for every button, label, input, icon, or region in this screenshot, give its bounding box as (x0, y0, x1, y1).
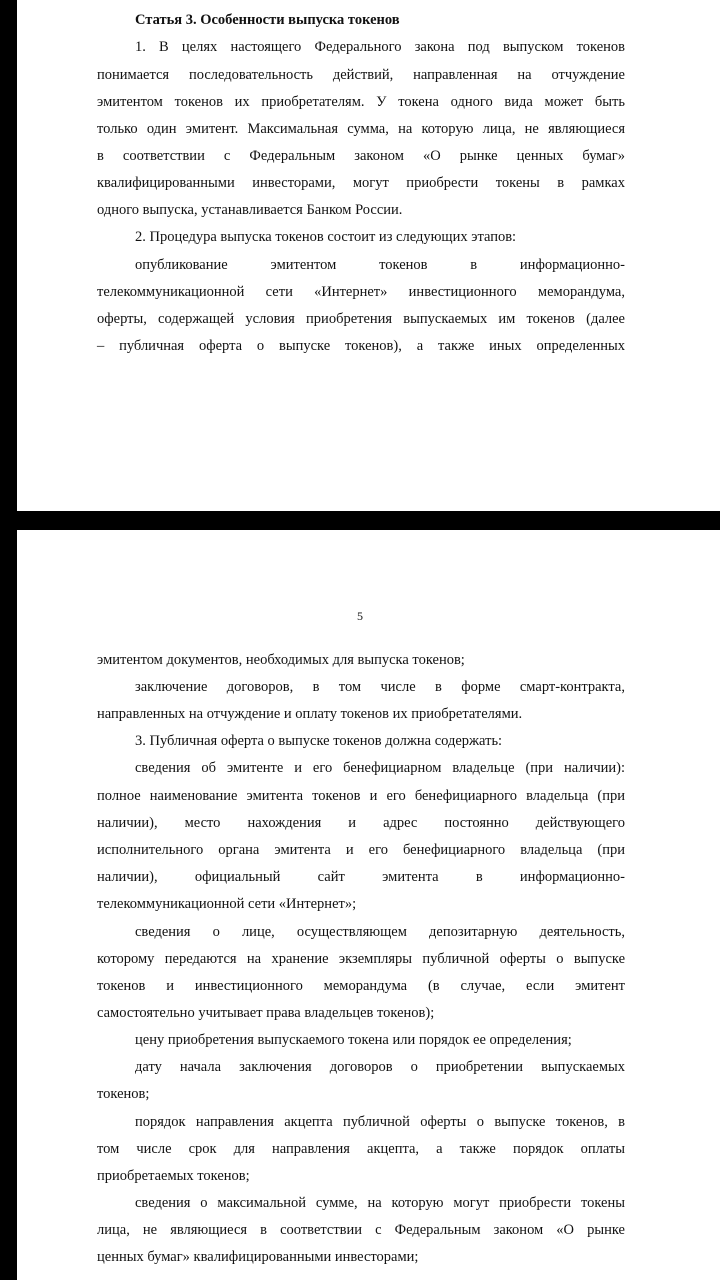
paragraph-line: 2. Процедура выпуска токенов состоит из следующих этапов: (135, 229, 517, 245)
paragraph-line: только один эмитент. Максимальная сумма, на которую лица, не являющиеся (97, 121, 625, 137)
paragraph-line: том числе срок для направления акцепта, а также порядок оплаты (97, 1141, 625, 1157)
paragraph-line: квалифицированными инвесторами, могут приобрести токены в рамках (97, 175, 625, 191)
paragraph-line: оферты, содержащей условия приобретения выпускаемых им токенов (далее (97, 311, 625, 327)
paragraph-line: сведения о лице, осуществляющем депозитарную деятельность, (135, 924, 625, 940)
paragraph-line: дату начала заключения договоров о приобретении выпускаемых (135, 1059, 625, 1075)
paragraph-line: наличии), официальный сайт эмитента в информационно- (97, 869, 625, 885)
paragraph-line: 3. Публичная оферта о выпуске токенов должна содержать: (135, 733, 503, 749)
paragraph-line: опубликование эмитентом токенов в информационно- (135, 257, 625, 273)
paragraph-line: направленных на отчуждение и оплату токенов их приобретателями. (97, 706, 523, 722)
paragraph-line: эмитентом токенов их приобретателям. У токена одного вида может быть (97, 94, 625, 110)
paragraph-line: наличии), место нахождения и адрес постоянно действующего (97, 815, 625, 831)
paragraph-line: полное наименование эмитента токенов и его бенефициарного владельца (при (97, 788, 625, 804)
paragraph-line: эмитентом документов, необходимых для выпуска токенов; (97, 652, 465, 668)
paragraph-line: сведения об эмитенте и его бенефициарном владельце (при наличии): (135, 760, 625, 776)
paragraph-line: понимается последовательность действий, направленная на отчуждение (97, 67, 625, 83)
paragraph-line: цену приобретения выпускаемого токена или порядок ее определения; (135, 1032, 572, 1048)
paragraph-line: в соответствии с Федеральным законом «О рынке ценных бумаг» (97, 148, 625, 164)
paragraph-line: токенов; (97, 1086, 150, 1102)
document-page-bottom (17, 530, 720, 1280)
paragraph-line: порядок направления акцепта публичной оферты о выпуске токенов, в (135, 1114, 625, 1130)
paragraph-line: сведения о максимальной сумме, на которую могут приобрести токены (135, 1195, 625, 1211)
paragraph-line: лица, не являющиеся в соответствии с Федеральным законом «О рынке (97, 1222, 625, 1238)
paragraph-line: заключение договоров, в том числе в форме смарт-контракта, (135, 679, 625, 695)
paragraph-line: ценных бумаг» квалифицированными инвесторами; (97, 1249, 419, 1265)
paragraph-line: телекоммуникационной сети «Интернет»; (97, 896, 357, 912)
paragraph-line: самостоятельно учитывает права владельцев токенов); (97, 1005, 435, 1021)
document-page-top (17, 0, 720, 511)
paragraph-line: одного выпуска, устанавливается Банком России. (97, 202, 403, 218)
paragraph-line: телекоммуникационной сети «Интернет» инвестиционного меморандума, (97, 284, 625, 300)
paragraph-line: исполнительного органа эмитента и его бенефициарного владельца (при (97, 842, 625, 858)
page-number: 5 (357, 609, 363, 623)
paragraph-line: – публичная оферта о выпуске токенов), а также иных определенных (97, 338, 625, 354)
paragraph-line: 1. В целях настоящего Федерального закона под выпуском токенов (135, 39, 625, 55)
article-heading: Статья 3. Особенности выпуска токенов (135, 12, 400, 28)
paragraph-line: приобретаемых токенов; (97, 1168, 250, 1184)
paragraph-line: которому передаются на хранение экземпляры публичной оферты о выпуске (97, 951, 625, 967)
paragraph-line: токенов и инвестиционного меморандума (в случае, если эмитент (97, 978, 625, 994)
